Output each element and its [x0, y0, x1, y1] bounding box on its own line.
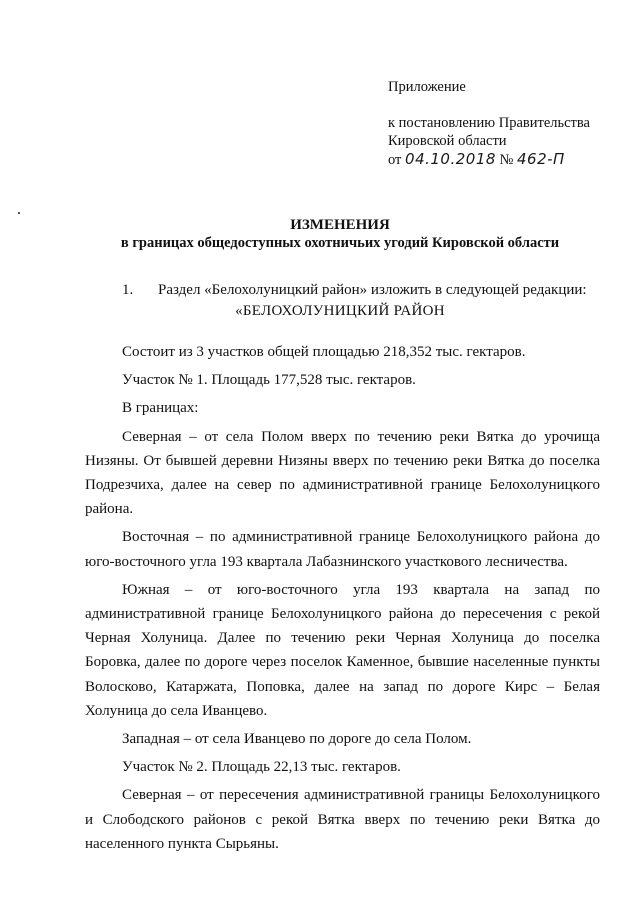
paragraph: Западная – от села Иванцево по дороге до села Полом. [122, 731, 472, 748]
approval-block [388, 78, 590, 169]
resolution-ref: к постановлению Правительства [388, 115, 590, 131]
date-prefix: от [388, 152, 402, 168]
item-1 [85, 278, 600, 302]
scan-speck [18, 212, 20, 214]
paragraph: Участок № 1. Площадь 177,528 тыс. гектаров. [122, 372, 416, 389]
appendix-label: Приложение [388, 79, 466, 95]
paragraph: Восточная – по административной границе Белохолуницкого района до юго-восточного угла 193 квартала Лабазнинского участкового лесничества. [85, 529, 600, 570]
paragraph: Северная – от села Полом вверх по течению реки Вятка до урочища Низяны. От бывшей деревни Низяны вверх по течению реки Вятка до поселка Подрезчиха, далее на север по административной границе Белохолуницкого района. [85, 428, 600, 518]
body-text [85, 340, 600, 860]
paragraph: Состоит из 3 участков общей площадью 218,352 тыс. гектаров. [122, 344, 526, 360]
item-text: Раздел «Белохолуницкий район» изложить в следующей редакции: [158, 282, 587, 298]
handwritten-date: 04.10.2018 [405, 150, 496, 168]
paragraph: Участок № 2. Площадь 22,13 тыс. гектаров. [122, 759, 401, 776]
handwritten-number: 462-П [517, 150, 565, 168]
item-number: 1. [122, 282, 134, 298]
resolution-date-line [388, 150, 590, 169]
paragraph: В границах: [122, 400, 199, 417]
region-name: Кировской области [388, 133, 507, 149]
number-sign: № [499, 152, 514, 168]
document-subtitle: в границах общедоступных охотничьих угодий Кировской области [120, 235, 560, 251]
document-title: ИЗМЕНЕНИЯ [290, 217, 390, 233]
paragraph: Северная – от пересечения административной границы Белохолуницкого и Слободского районов с рекой Вятка вверх по течению реки Вятка до населенного пункта Сырьяны. [85, 787, 600, 852]
paragraph: Южная – от юго-восточного угла 193 квартала на запад по административной границе Белохолуницкого района до пересечения с рекой Черная Холуница. Далее по течению реки Черная Холуница до поселка Боровка, далее по дороге через поселок Каменное, бывшие населенные пункты Волосково, Катаржата, Поповка, далее на запад по дороге Кирс – Белая Холуница до села Иванцево. [85, 581, 600, 719]
section-title: «БЕЛОХОЛУНИЦКИЙ РАЙОН [235, 303, 445, 319]
